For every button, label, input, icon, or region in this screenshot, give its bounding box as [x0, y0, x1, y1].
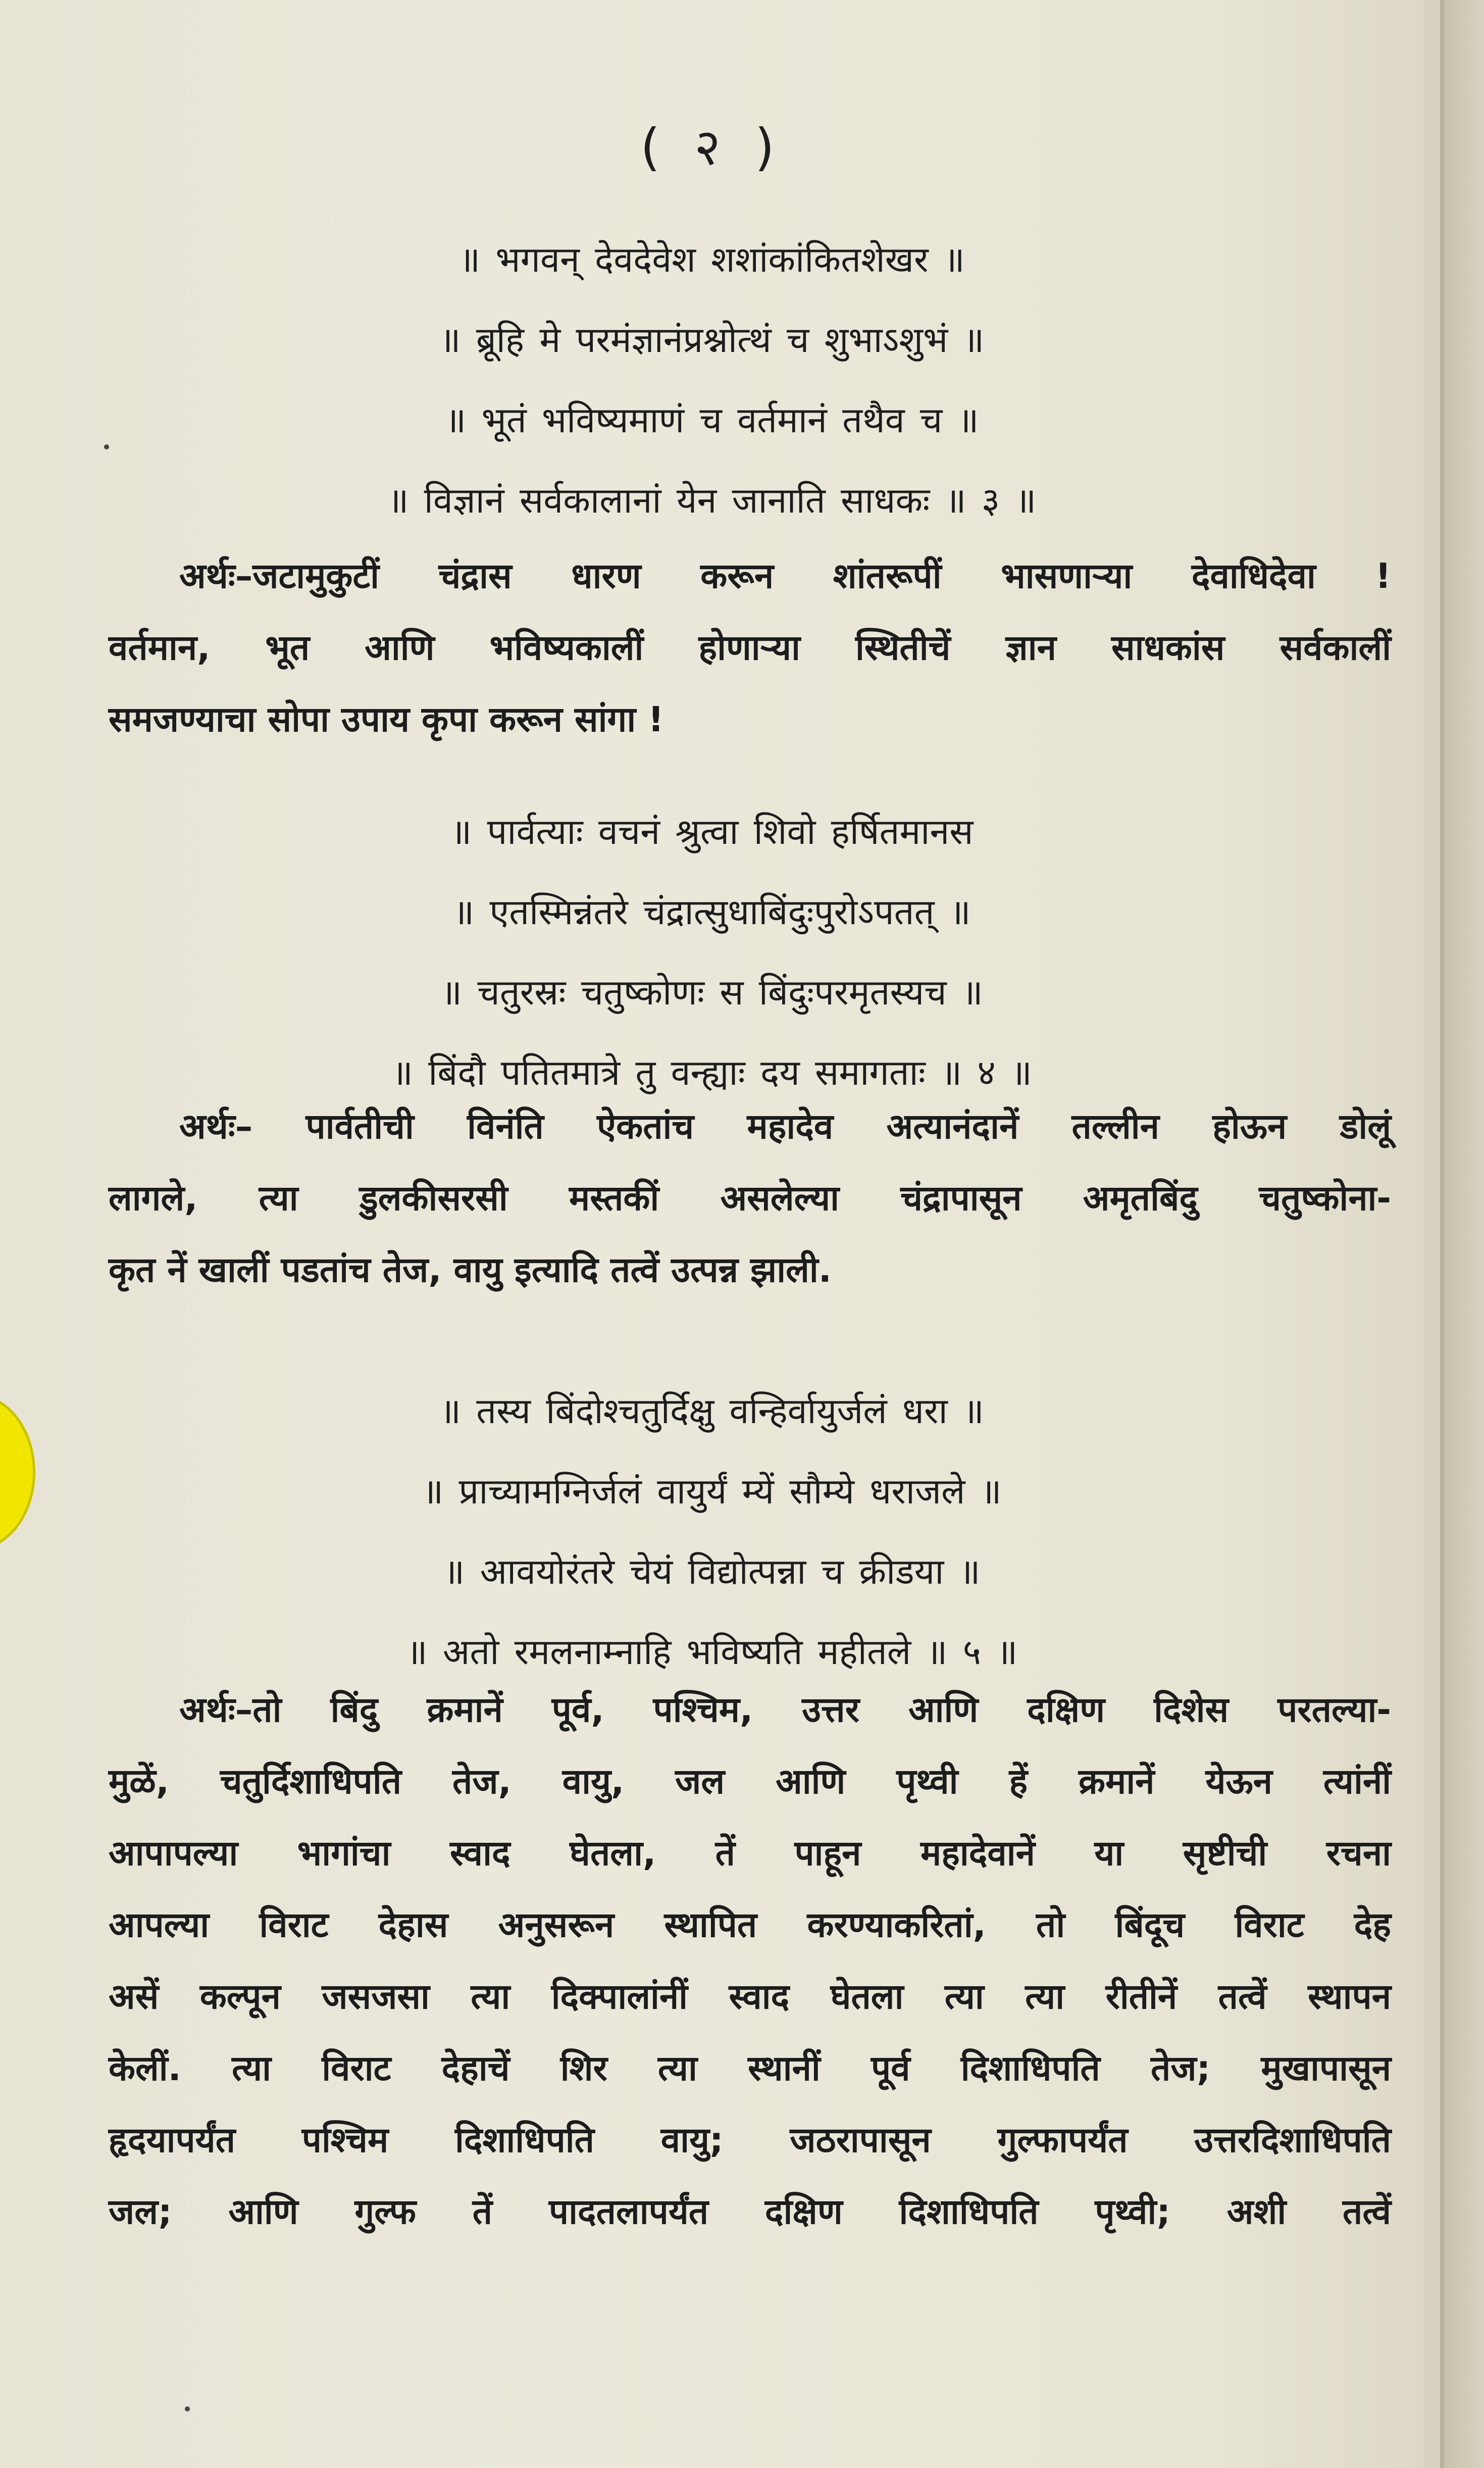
verse-3 — [0, 220, 1424, 541]
prose-line: केलीं. त्या विराट देहाचें शिर त्या स्थानीं पूर्व दिशाधिपति तेज; मुखापासून — [109, 2048, 1391, 2089]
prose-line: आपापल्या भागांचा स्वाद घेतला, तें पाहून महादेवानें या सृष्टीची रचना — [109, 1833, 1391, 1874]
verse-line: ॥ पार्वत्याः वचनं श्रुत्वा शिवो हर्षितमानस — [450, 811, 974, 852]
prose-line: वर्तमान, भूत आणि भविष्यकालीं होणाऱ्या स्थितीचें ज्ञान साधकांस सर्वकालीं — [109, 628, 1391, 668]
ink-speck — [185, 2406, 190, 2411]
verse-4 — [0, 792, 1424, 1113]
meaning-5 — [109, 1674, 1391, 2248]
prose-line: जल; आणि गुल्फ तें पादतलापर्यंत दक्षिण दिशाधिपति पृथ्वी; अशी तत्वें — [109, 2192, 1391, 2232]
verse-line: ॥ तस्य बिंदोश्चतुर्दिक्षु वन्हिर्वायुर्जलं धरा ॥ — [440, 1390, 984, 1432]
verse-5 — [0, 1371, 1424, 1692]
adjacent-page-strip — [1444, 0, 1484, 2468]
verse-line: ॥ विज्ञानं सर्वकालानां येन जानाति साधकः ॥ ३ ॥ — [387, 480, 1037, 521]
prose-line: समजण्याचा सोपा उपाय कृपा करून सांगा ! — [109, 699, 664, 740]
verse-line: ॥ चतुरस्रः चतुष्कोणः स बिंदुःपरमृतस्यच ॥ — [441, 972, 983, 1013]
prose-line: असें कल्पून जसजसा त्या दिक्पालांनीं स्वाद घेतला त्या त्या रीतीनें तत्वें स्थापन — [109, 1977, 1391, 2017]
verse-line: ॥ आवयोरंतरे चेयं विद्योत्पन्ना च क्रीडया ॥ — [443, 1551, 981, 1592]
meaning-3 — [109, 540, 1391, 755]
verse-line: ॥ प्राच्यामग्निर्जलं वायुर्यं म्यें सौम्ये धराजले ॥ — [422, 1471, 1002, 1512]
prose-line: अर्थः–जटामुकुटीं चंद्रास धारण करून शांतरूपीं भासणाऱ्या देवाधिदेवा ! — [179, 556, 1391, 596]
prose-line: हृदयापर्यंत पश्चिम दिशाधिपति वायु; जठरापासून गुल्फापर्यंत उत्तरदिशाधिपति — [109, 2120, 1391, 2160]
page-number: ( २ ) — [640, 118, 784, 177]
verse-line: ॥ भगवन् देवदेवेश शशांकांकितशेखर ॥ — [459, 239, 965, 280]
prose-line: अर्थः–तो बिंदु क्रमानें पूर्व, पश्चिम, उत्तर आणि दक्षिण दिशेस परतल्या- — [179, 1690, 1391, 1730]
verse-line: ॥ अतो रमलनाम्नाहि भविष्यति महीतले ॥ ५ ॥ — [406, 1631, 1018, 1673]
verse-line: ॥ ब्रूहि मे परमंज्ञानंप्रश्नोत्थं च शुभाऽशुभं ॥ — [439, 319, 985, 361]
verse-line: ॥ एतस्मिन्नंतरे चंद्रात्सुधाबिंदुःपुरोऽपतत् ॥ — [453, 891, 971, 933]
meaning-4 — [109, 1091, 1391, 1306]
prose-line: लागले, त्या डुलकीसरसी मस्तकीं असलेल्या चंद्रापासून अमृतबिंदु चतुष्कोना- — [109, 1178, 1391, 1219]
prose-line: कृत नें खालीं पडतांच तेज, वायु इत्यादि तत्वें उत्पन्न झाली. — [109, 1250, 832, 1290]
verse-line: ॥ भूतं भविष्यमाणं च वर्तमानं तथैव च ॥ — [445, 399, 979, 441]
prose-line: अर्थः– पार्वतीची विनंति ऐकतांच महादेव अत्यानंदानें तल्लीन होऊन डोलूं — [179, 1106, 1391, 1147]
verse-line: ॥ बिंदौ पतितमात्रे तु वन्ह्याः दय समागताः ॥ ४ ॥ — [392, 1052, 1032, 1093]
page-edge-line — [1440, 0, 1444, 2468]
prose-line: आपल्या विराट देहास अनुसरून स्थापित करण्याकरितां, तो बिंदूच विराट देह — [109, 1905, 1391, 1945]
prose-line: मुळें, चतुर्दिशाधिपति तेज, वायु, जल आणि पृथ्वी हें क्रमानें येऊन त्यांनीं — [109, 1761, 1391, 1802]
